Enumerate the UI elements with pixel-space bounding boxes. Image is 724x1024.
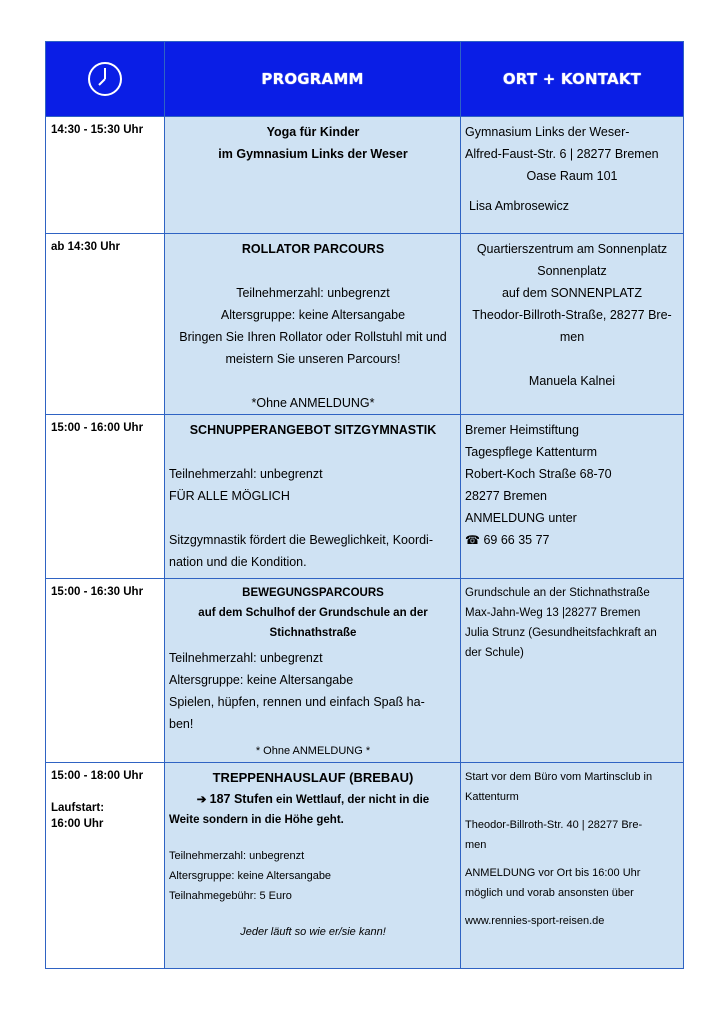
ort-line: auf dem SONNENPLATZ (501, 286, 643, 300)
program-cell (165, 763, 461, 969)
table-row (46, 579, 684, 763)
time-header (46, 42, 165, 117)
table-row (46, 117, 684, 234)
website-link[interactable]: www.rennies-sport-reisen.de (465, 915, 605, 927)
ort-line: Grundschule an der Stichnathstraße (465, 587, 650, 599)
program-text: ben! (169, 717, 194, 731)
time-text: 15:00 - 16:00 Uhr (51, 422, 144, 434)
program-text: Sitzgymnastik fördert die Beweglichkeit, Koordi- (169, 533, 434, 547)
program-text: Teilnehmerzahl: unbegrenzt (169, 651, 323, 665)
ort-line: Max-Jahn-Weg 13 |28277 Bremen (465, 607, 641, 619)
program-text: Teilnehmerzahl: unbegrenzt (169, 850, 305, 862)
program-subtitle: auf dem Schulhof der Grundschule an der (198, 607, 428, 619)
table-row (46, 234, 684, 415)
program-cell (165, 415, 461, 579)
time-text: 15:00 - 18:00 Uhr (51, 770, 144, 782)
program-text: Altersgruppe: keine Altersangabe (169, 673, 354, 687)
ort-line: Bremer Heimstiftung (465, 423, 579, 437)
ort-line: men (465, 839, 487, 851)
time-text: 14:30 - 15:30 Uhr (51, 124, 144, 136)
ort-contact: Lisa Ambrosewicz (469, 199, 570, 213)
time-cell (46, 234, 165, 415)
ort-line: Tagespflege Kattenturm (465, 445, 598, 459)
program-text: Spielen, hüpfen, rennen und einfach Spaß ha- (169, 695, 425, 709)
program-highlight (169, 789, 457, 810)
highlight-text: Weite sondern in die Höhe geht. (169, 814, 344, 826)
program-text: Altersgruppe: keine Altersangabe (169, 870, 332, 882)
program-text: Bringen Sie Ihren Rollator oder Rollstuhl mit und (179, 330, 447, 344)
ort-line: Quartierszentrum am Sonnenplatz (476, 242, 668, 256)
programm-header: PROGRAMM (165, 42, 461, 117)
program-subtitle: Stichnathstraße (269, 627, 357, 639)
program-text: Teilnahmegebühr: 5 Euro (169, 890, 292, 902)
ort-cell (461, 117, 684, 234)
ort-line: 28277 Bremen (465, 489, 548, 503)
table-row (46, 415, 684, 579)
ort-contact: Manuela Kalnei (528, 374, 616, 388)
time-cell (46, 117, 165, 234)
program-text: Teilnehmerzahl: unbegrenzt (169, 467, 323, 481)
program-note: Jeder läuft so wie er/sie kann! (240, 926, 386, 938)
program-text: FÜR ALLE MÖGLICH (169, 489, 290, 503)
program-subtitle: im Gymnasium Links der Weser (218, 147, 408, 161)
ort-line: möglich und vorab ansonsten über (465, 887, 634, 899)
phone-line (465, 529, 679, 551)
phone-number: 69 66 35 77 (483, 533, 550, 547)
ort-line: Oase Raum 101 (526, 169, 618, 183)
ort-line: Gymnasium Links der Weser- (465, 125, 630, 139)
ort-line: Sonnenplatz (537, 264, 607, 278)
start-time: 16:00 Uhr (51, 818, 104, 830)
program-cell (165, 579, 461, 763)
ort-line: der Schule) (465, 647, 524, 659)
program-text: Altersgruppe: keine Altersangabe (220, 308, 406, 322)
time-cell (46, 415, 165, 579)
program-title: Yoga für Kinder (266, 125, 360, 139)
ort-line: ANMELDUNG vor Ort bis 16:00 Uhr (465, 867, 641, 879)
ort-line: Kattenturm (465, 791, 519, 803)
table-row (46, 763, 684, 969)
ort-line: Robert-Koch Straße 68-70 (465, 467, 612, 481)
time-text: 15:00 - 16:30 Uhr (51, 586, 144, 598)
header-row (46, 42, 684, 117)
ort-line: Theodor-Billroth-Straße, 28277 Bre- (472, 308, 672, 322)
schedule-table (45, 41, 684, 969)
time-text: ab 14:30 Uhr (51, 241, 121, 253)
program-text: meistern Sie unseren Parcours! (225, 352, 401, 366)
highlight-bold: 187 Stufen (209, 792, 273, 806)
ort-line: Julia Strunz (Gesundheitsfachkraft an (465, 627, 657, 639)
ort-line: Start vor dem Büro vom Martinsclub in (465, 771, 653, 783)
ort-line: ANMELDUNG unter (465, 511, 577, 525)
program-title: ROLLATOR PARCOURS (241, 242, 385, 256)
program-text: Teilnehmerzahl: unbegrenzt (236, 286, 390, 300)
program-title: SCHNUPPERANGEBOT SITZGYMNASTIK (189, 423, 437, 437)
program-title: BEWEGUNGSPARCOURS (242, 587, 384, 599)
highlight-text: ein Wettlauf, der nicht in die (272, 794, 430, 806)
program-cell (165, 117, 461, 234)
ort-cell (461, 579, 684, 763)
time-cell (46, 579, 165, 763)
start-label: Laufstart: (51, 802, 105, 814)
program-title: TREPPENHAUSLAUF (BREBAU) (212, 770, 414, 785)
time-cell (46, 763, 165, 969)
clock-icon (87, 61, 123, 97)
phone-icon: ☎ (465, 533, 480, 547)
ort-line: Theodor-Billroth-Str. 40 | 28277 Bre- (465, 819, 643, 831)
ort-line: men (559, 330, 585, 344)
ort-line: Alfred-Faust-Str. 6 | 28277 Bremen (465, 147, 659, 161)
ort-cell (461, 415, 684, 579)
ort-cell (461, 234, 684, 415)
program-text: nation und die Kondition. (169, 555, 307, 569)
program-note: *Ohne ANMELDUNG* (251, 396, 375, 410)
program-note: * Ohne ANMELDUNG * (255, 745, 371, 757)
program-cell (165, 234, 461, 415)
arrow-right-icon: ➔ (196, 794, 207, 806)
ort-cell (461, 763, 684, 969)
ort-kontakt-header: ORT + KONTAKT (461, 42, 684, 117)
